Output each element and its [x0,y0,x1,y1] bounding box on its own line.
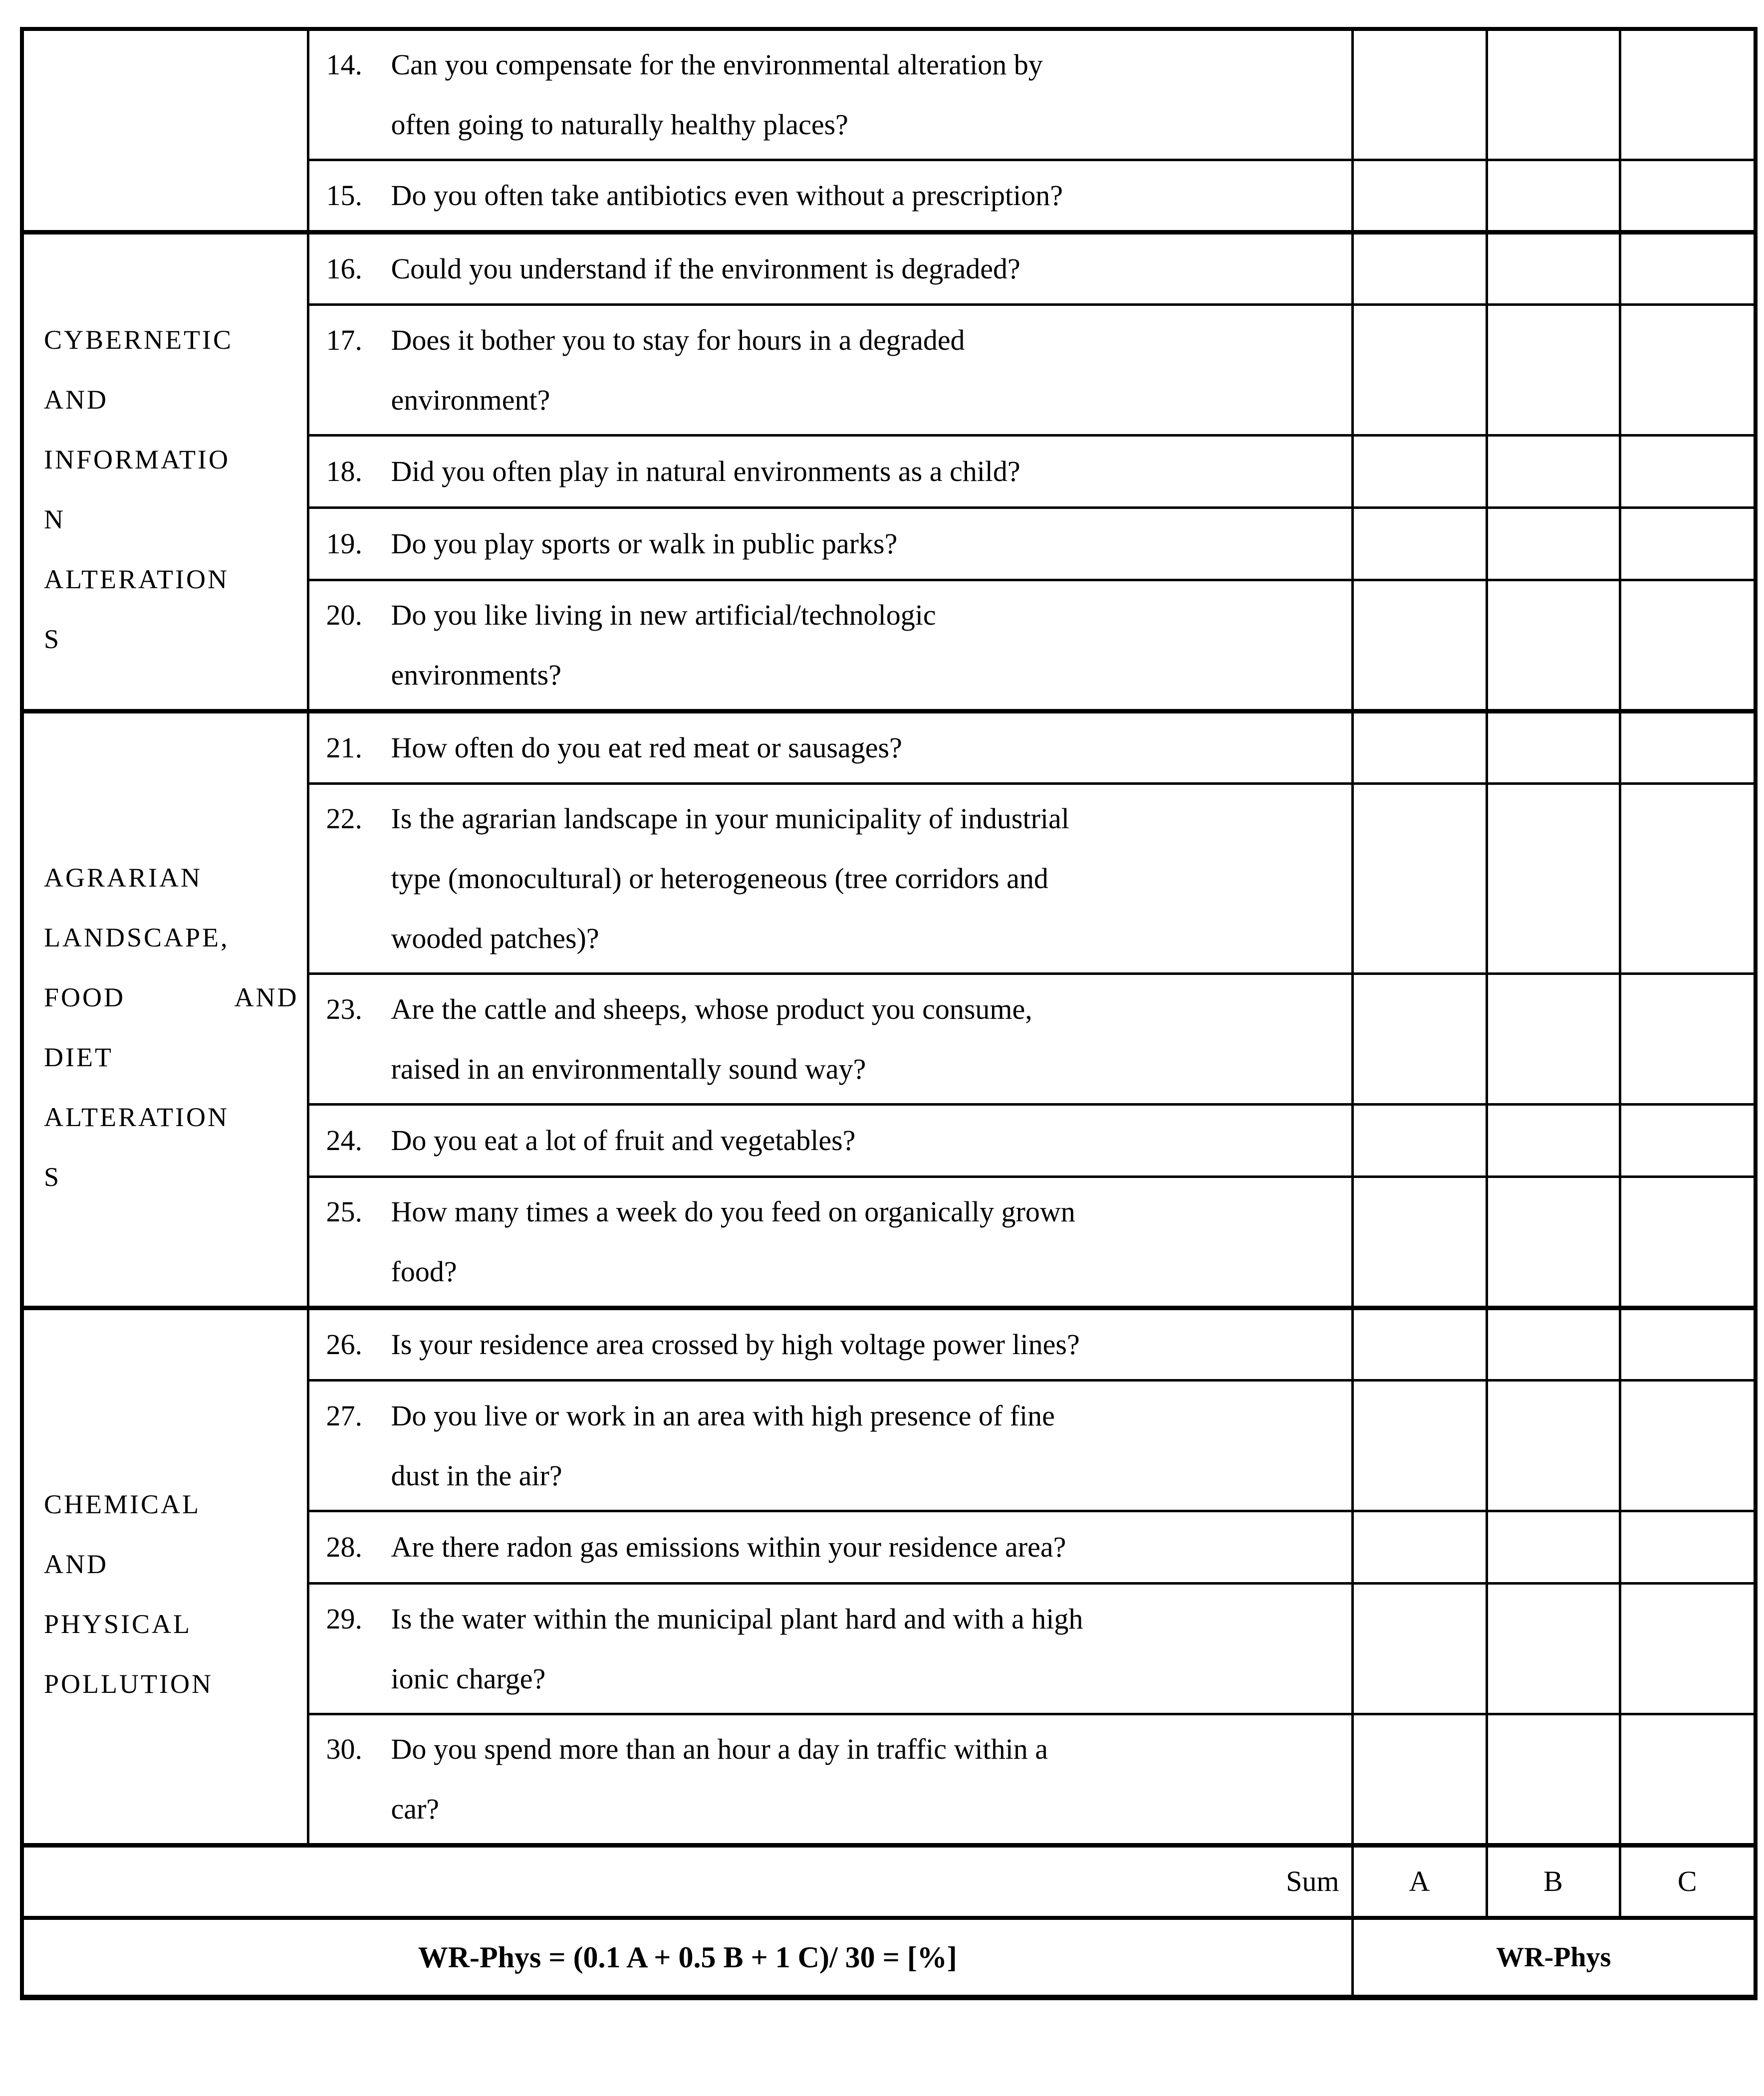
question-text-line: Did you often play in natural environments as a child? [391,455,1020,487]
question-text-line: Is the agrarian landscape in your municipality of industrial [391,802,1069,835]
question-text [391,1517,1337,1577]
answer-cell [1352,233,1487,305]
answer-cell [1620,974,1756,1105]
answer-cell [1620,160,1756,233]
answer-cell [1487,233,1620,305]
answer-cell [1487,1105,1620,1177]
question-number: 23. [326,992,362,1025]
sum-label: Sum [22,1846,1352,1918]
category-label-line: POLLUTION [44,1669,213,1699]
question-text-line: How often do you eat red meat or sausages? [391,731,902,764]
category-label-line: AND [44,384,108,415]
category-label-line: AGRARIAN [44,862,203,893]
category-label-line: CYBERNETIC [44,324,234,355]
answer-cell [1620,508,1756,580]
category-label-line: AND [44,1549,108,1579]
answer-cell [1352,436,1487,508]
answer-cell [1352,784,1487,974]
question-text-line: car? [391,1793,440,1825]
question-text-line: Do you often take antibiotics even without a prescription? [391,179,1063,212]
wr-phys-questionnaire-table [20,27,1758,2000]
question-text-line: Do you eat a lot of fruit and vegetables? [391,1124,856,1157]
wr-phys-result-label: WR-Phys [1352,1918,1756,1998]
answer-cell [1487,29,1620,160]
answer-cell [1487,436,1620,508]
question-text [391,310,1337,430]
question-cell-29 [308,1584,1352,1714]
answer-cell [1620,233,1756,305]
question-number: 29. [326,1602,362,1635]
sum-col-c: C [1620,1846,1756,1918]
category-label-line: S [44,624,61,654]
question-number: 14. [326,48,362,81]
category-label-line: FOOD AND [44,982,299,1012]
question-cell-14 [308,29,1352,160]
answer-cell [1620,29,1756,160]
sum-col-b: B [1487,1846,1620,1918]
answer-cell [1352,1381,1487,1511]
answer-cell [1352,580,1487,711]
answer-cell [1620,1511,1756,1584]
answer-cell [1352,29,1487,160]
answer-cell [1487,784,1620,974]
question-cell-23 [308,974,1352,1105]
question-text [391,1182,1337,1302]
question-number: 22. [326,802,362,835]
question-text-line: wooded patches)? [391,922,599,954]
question-text-line: type (monocultural) or heterogeneous (tree corridors and [391,862,1048,895]
answer-cell [1487,580,1620,711]
category-label-line: ALTERATION [44,1102,229,1132]
question-cell-20 [308,580,1352,711]
question-cell-16 [308,233,1352,305]
category-label-line: PHYSICAL [44,1609,192,1639]
answer-cell [1620,1381,1756,1511]
question-text [391,1386,1337,1506]
sum-col-a: A [1352,1846,1487,1918]
question-text-line: Is your residence area crossed by high voltage power lines? [391,1328,1080,1361]
answer-cell [1487,711,1620,784]
question-text-line: Do you live or work in an area with high presence of fine [391,1399,1055,1432]
category-label-line: CHEMICAL [44,1489,201,1519]
question-text [391,35,1337,155]
question-text-line: Do you spend more than an hour a day in traffic within a [391,1733,1048,1765]
answer-cell [1487,1584,1620,1714]
question-text [391,979,1337,1099]
question-text [391,718,1337,778]
question-row-26 [22,1308,1756,1381]
question-text-line: dust in the air? [391,1459,562,1492]
question-text [391,442,1337,501]
answer-cell [1352,1308,1487,1381]
question-number: 18. [326,455,362,487]
question-text [391,514,1337,574]
answer-cell [1487,1511,1620,1584]
question-number: 17. [326,323,362,356]
answer-cell [1352,508,1487,580]
question-cell-28 [308,1511,1352,1584]
question-text-line: Could you understand if the environment is degraded? [391,252,1020,285]
question-text-line: Are there radon gas emissions within your residence area? [391,1531,1066,1563]
question-number: 30. [326,1733,362,1765]
question-number: 24. [326,1124,362,1157]
answer-cell [1487,1381,1620,1511]
answer-cell [1487,1714,1620,1846]
question-cell-24 [308,1105,1352,1177]
category-cell-empty [22,29,308,233]
question-cell-30 [308,1714,1352,1846]
answer-cell [1487,1177,1620,1308]
answer-cell [1620,1584,1756,1714]
question-number: 28. [326,1531,362,1563]
question-number: 25. [326,1195,362,1228]
question-text [391,585,1337,705]
question-cell-27 [308,1381,1352,1511]
question-text-line: raised in an environmentally sound way? [391,1052,866,1085]
question-text-line: environments? [391,659,561,691]
answer-cell [1352,1511,1487,1584]
answer-cell [1620,1177,1756,1308]
category-label-line: S [44,1162,61,1192]
answer-cell [1352,1105,1487,1177]
question-text [391,789,1337,968]
question-text-line: often going to naturally healthy places? [391,108,848,141]
question-cell-22 [308,784,1352,974]
answer-cell [1620,580,1756,711]
question-text-line: Does it bother you to stay for hours in a degraded [391,323,965,356]
category-label-line: ALTERATION [44,564,229,594]
answer-cell [1620,305,1756,436]
answer-cell [1352,1714,1487,1846]
answer-cell [1620,1308,1756,1381]
question-row-14 [22,29,1756,160]
answer-cell [1620,784,1756,974]
question-cell-17 [308,305,1352,436]
answer-cell [1352,1584,1487,1714]
question-text-line: ionic charge? [391,1662,546,1695]
question-number: 20. [326,599,362,631]
question-row-16 [22,233,1756,305]
question-cell-26 [308,1308,1352,1381]
question-text-line: Do you play sports or walk in public parks? [391,527,898,560]
question-text [391,1589,1337,1709]
question-text [391,239,1337,299]
question-cell-19 [308,508,1352,580]
sum-row [22,1846,1756,1918]
question-number: 15. [326,179,362,212]
category-cell-cybernetic [22,233,308,711]
question-text-line: Do you like living in new artificial/technologic [391,599,936,631]
answer-cell [1487,1308,1620,1381]
answer-cell [1620,436,1756,508]
question-text-line: Are the cattle and sheeps, whose product you consume, [391,992,1032,1025]
question-text [391,1315,1337,1375]
question-text-line: Is the water within the municipal plant hard and with a high [391,1602,1083,1635]
answer-cell [1352,160,1487,233]
category-label-line: INFORMATIO [44,444,231,474]
formula-row [22,1918,1756,1998]
answer-cell [1620,1105,1756,1177]
category-label-line: N [44,504,65,534]
question-text [391,166,1337,226]
wr-phys-formula: WR-Phys = (0.1 A + 0.5 B + 1 C)/ 30 = [%] [22,1918,1352,1998]
question-cell-21 [308,711,1352,784]
category-label-line: DIET [44,1042,113,1072]
question-text-line: environment? [391,383,550,416]
question-text [391,1719,1337,1839]
question-number: 26. [326,1328,362,1361]
question-number: 16. [326,252,362,285]
question-text-line: How many times a week do you feed on organically grown [391,1195,1075,1228]
question-cell-25 [308,1177,1352,1308]
question-row-21 [22,711,1756,784]
answer-cell [1620,711,1756,784]
question-number: 19. [326,527,362,560]
answer-cell [1352,305,1487,436]
answer-cell [1352,974,1487,1105]
answer-cell [1487,508,1620,580]
category-cell-agrarian [22,711,308,1308]
category-label-line: LANDSCAPE, [44,922,230,952]
question-text-line: food? [391,1255,457,1288]
answer-cell [1487,305,1620,436]
answer-cell [1352,711,1487,784]
answer-cell [1352,1177,1487,1308]
question-number: 27. [326,1399,362,1432]
question-text-line: Can you compensate for the environmental alteration by [391,48,1043,81]
answer-cell [1487,160,1620,233]
question-cell-15 [308,160,1352,233]
question-number: 21. [326,731,362,764]
question-cell-18 [308,436,1352,508]
answer-cell [1620,1714,1756,1846]
question-text [391,1111,1337,1170]
answer-cell [1487,974,1620,1105]
category-cell-chemical [22,1308,308,1846]
